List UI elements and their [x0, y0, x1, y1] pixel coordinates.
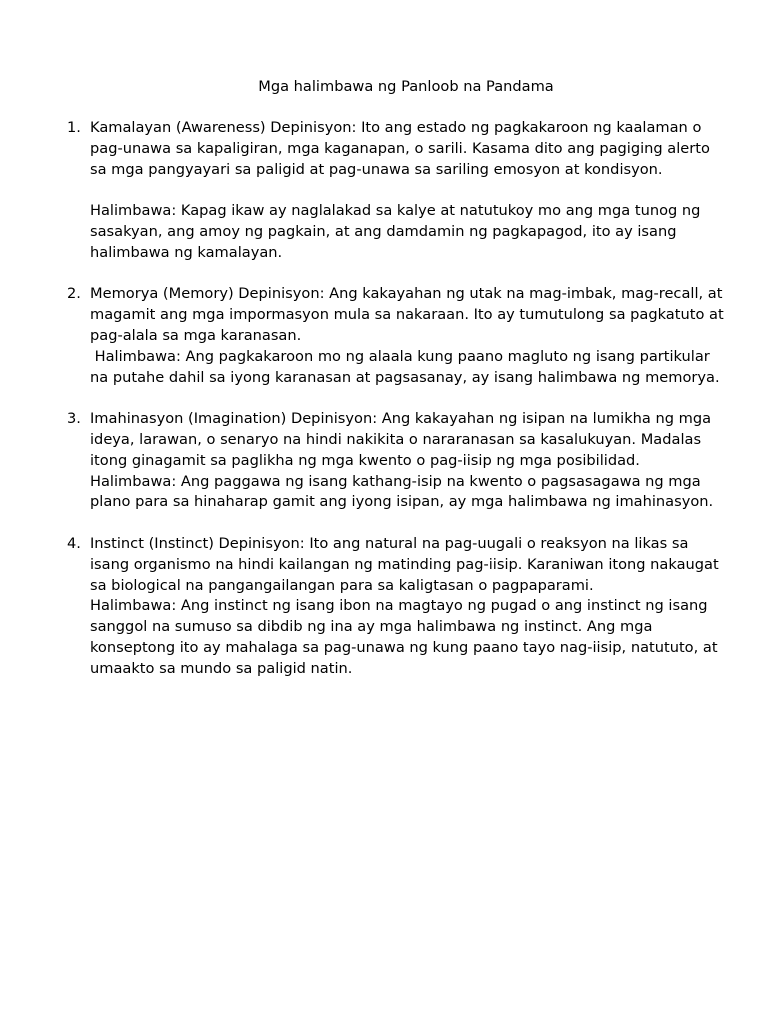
- list-item-imahinasyon: [0, 409, 725, 513]
- document-title: Mga halimbawa ng Panloob na Pandama: [258, 78, 554, 95]
- list-item-memorya: [0, 284, 725, 388]
- definition-text: Kamalayan (Awareness) Depinisyon: Ito ang estado ng pagkakaroon ng kaalaman o pag-unawa sa kapaligiran, mga kaganapan, o sarili. Kasama dito ang pagiging alerto sa mga pangyayari sa paligid at pag-unawa sa sariling emosyon at kondisyon.: [90, 119, 710, 178]
- list-number: 2.: [67, 285, 81, 303]
- list-number: 4.: [67, 534, 81, 552]
- list-item-kamalayan: [0, 118, 725, 264]
- list-number: 1.: [67, 119, 81, 136]
- list-item-instinct: [0, 534, 725, 680]
- example-text: Halimbawa: Ang instinct ng isang ibon na magtayo ng pugad o ang instinct ng isang sanggol na sumuso sa dibdib ng ina ay mga halimbawa ng instinct. Ang mga konseptong ito ay mahalaga sa pag-unawa ng kung paano tayo nag-iisip, natututo, at umaakto sa mundo sa paligid natin.: [90, 597, 718, 677]
- example-text: Halimbawa: Kapag ikaw ay naglalakad sa kalye at natutukoy mo ang mga tunog ng sasakyan, ang amoy ng pagkain, at ang damdamin ng pagkapagod, ito ay isang halimbawa ng kamalayan.: [90, 202, 701, 261]
- definition-text: Imahinasyon (Imagination) Depinisyon: Ang kakayahan ng isipan na lumikha ng mga ideya, larawan, o senaryo na hindi nakikita o nararanasan sa kasalukuyan. Madalas itong ginagamit sa paglikha ng mga kwento o pag-iisip ng mga posibilidad.: [90, 410, 712, 469]
- example-text: Halimbawa: Ang paggawa ng isang kathang-isip na kwento o pagsasagawa ng mga plano para sa hinaharap gamit ang iyong isipan, ay mga halimbawa ng imahinasyon.: [90, 472, 714, 511]
- numbered-list: [0, 118, 768, 680]
- definition-text: Memorya (Memory) Depinisyon: Ang kakayahan ng utak na mag-imbak, mag-recall, at magamit ang mga impormasyon mula sa nakaraan. Ito ay tumutulong sa pagkatuto at pag-alala sa mga karanasan.: [90, 285, 724, 344]
- list-number: 3.: [67, 410, 81, 428]
- definition-text: Instinct (Instinct) Depinisyon: Ito ang natural na pag-uugali o reaksyon na likas sa isang organismo na hindi kailangan ng matinding pag-iisip. Karaniwan itong nakaugat sa biological na pangangailangan para sa kaligtasan o pagpaparami.: [90, 534, 719, 594]
- example-text: Halimbawa: Ang pagkakaroon mo ng alaala kung paano magluto ng isang partikular na putahe dahil sa iyong karanasan at pagsasanay, ay isang halimbawa ng memorya.: [90, 347, 720, 386]
